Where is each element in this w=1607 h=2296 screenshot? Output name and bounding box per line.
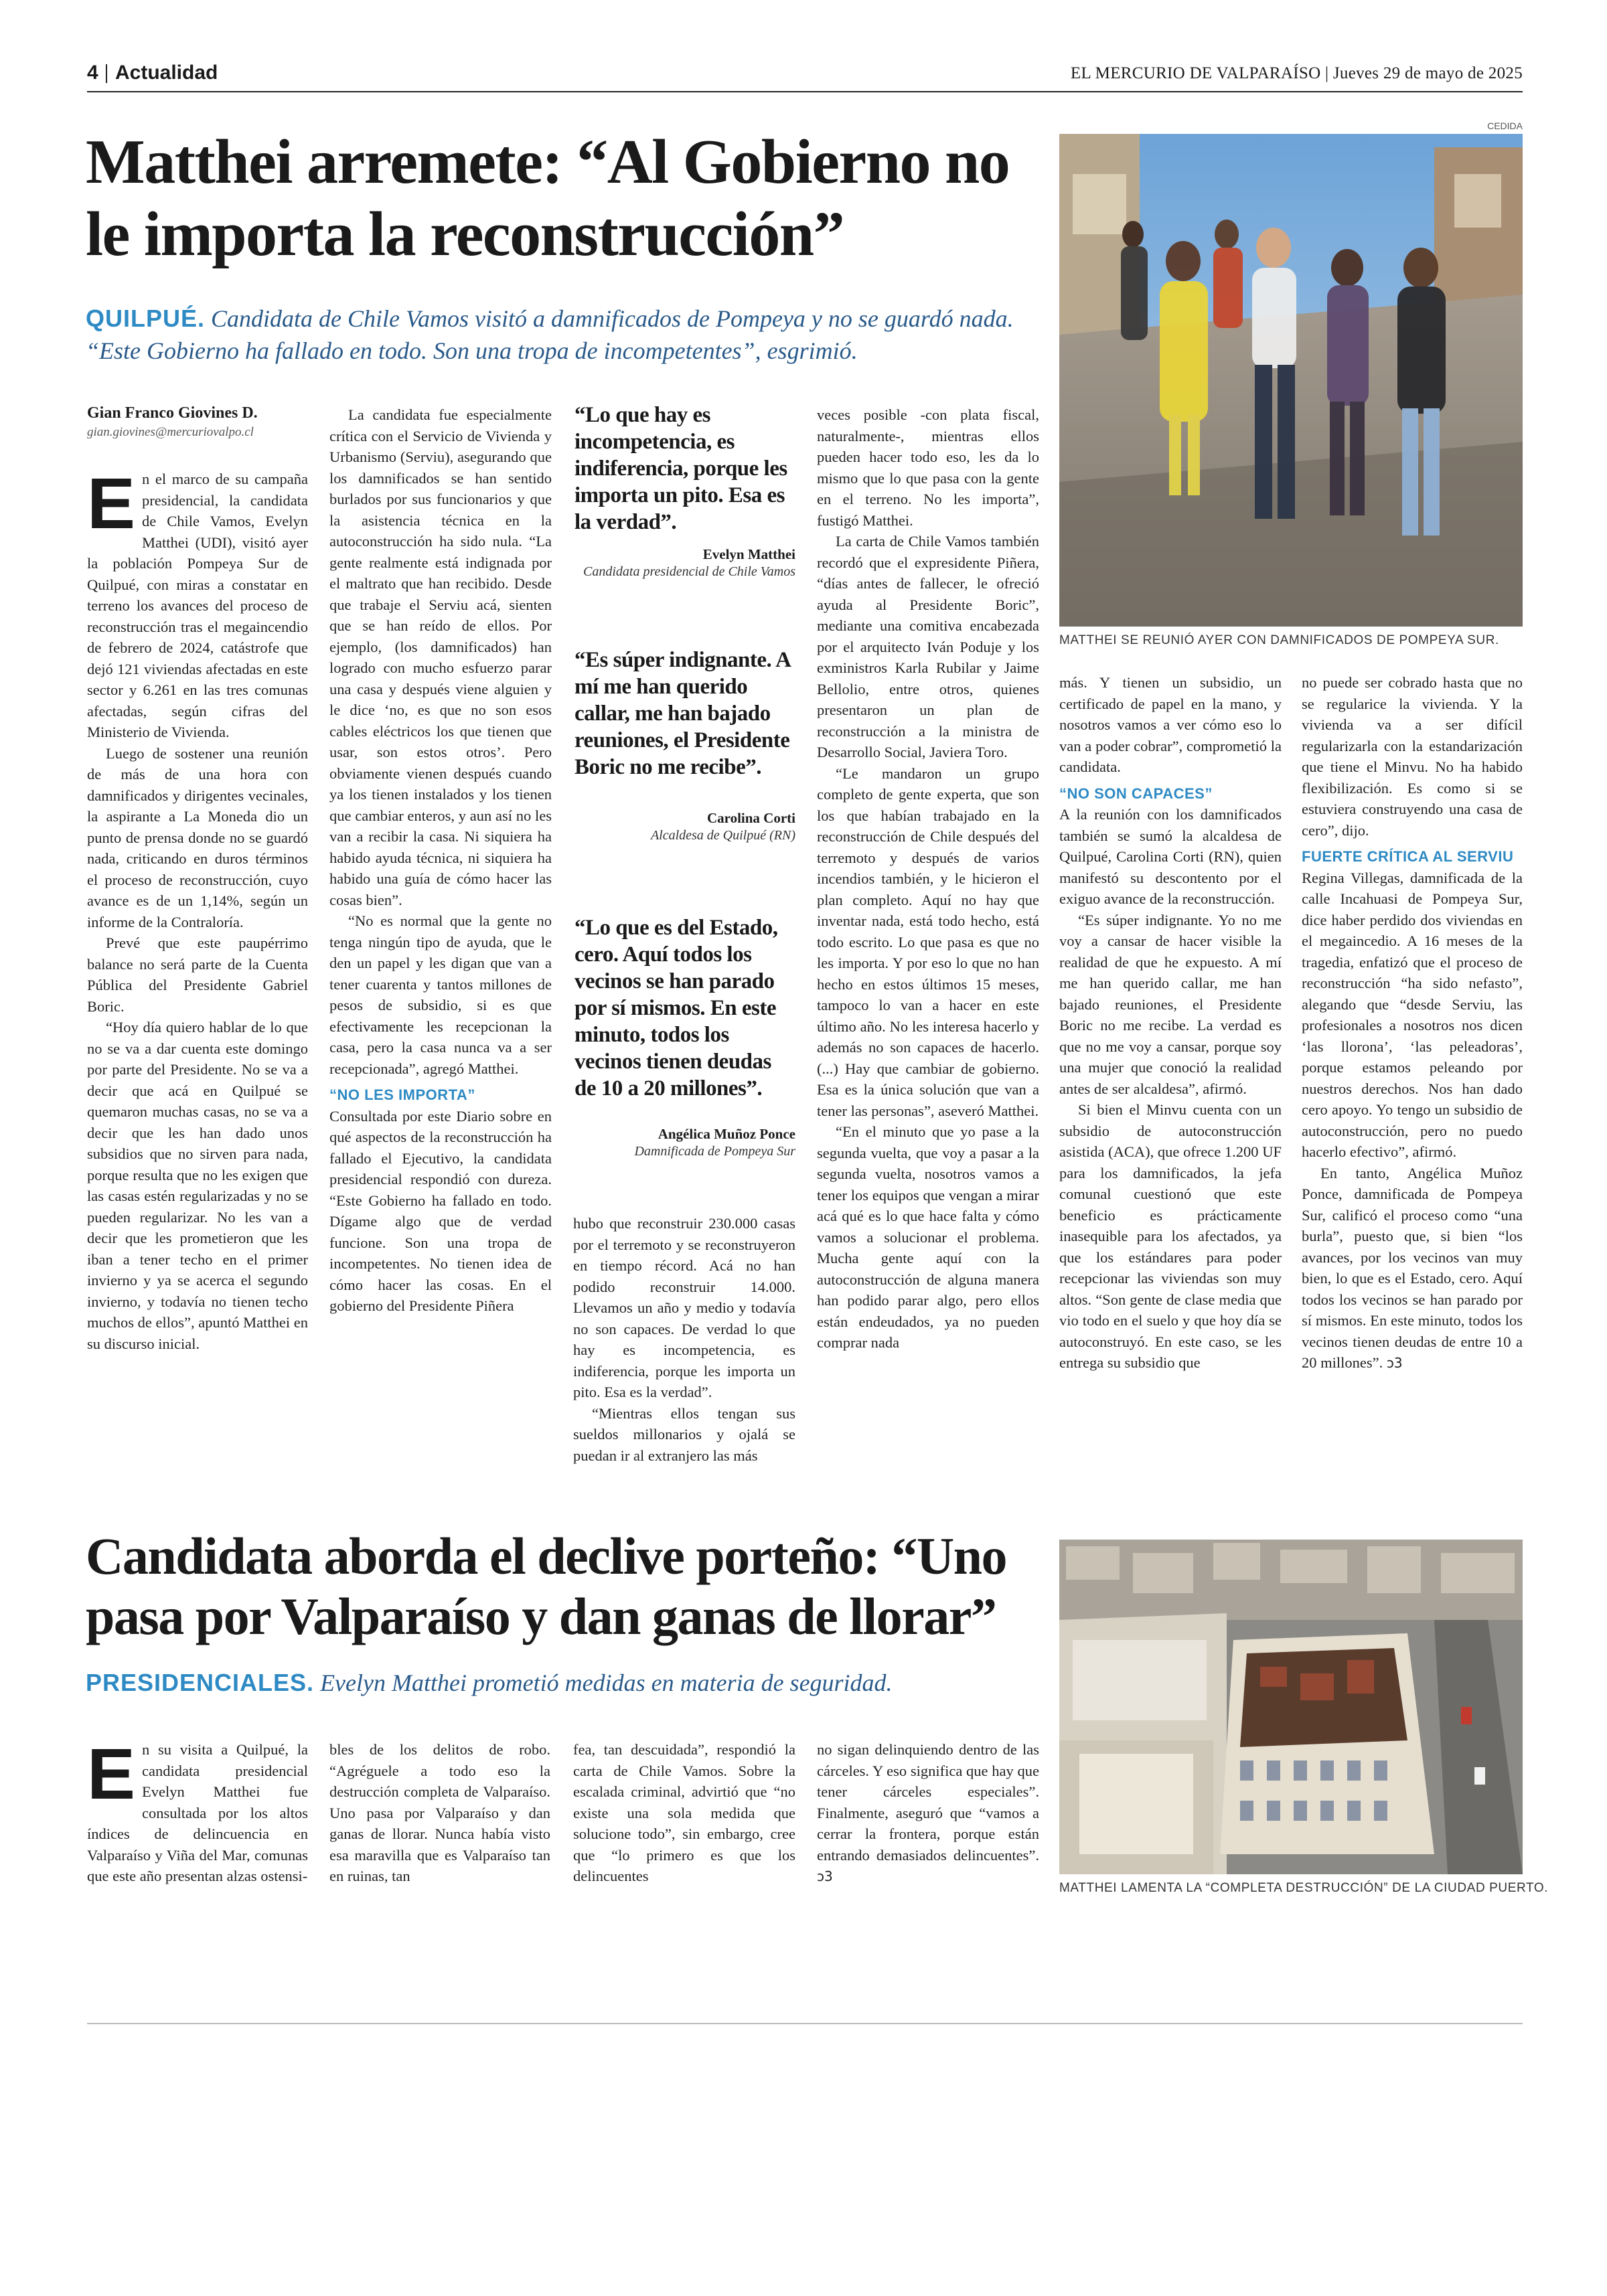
header-separator [106,64,107,83]
article1-deck [86,303,1050,367]
pull-quote-text: “Es súper indignante. A mí me han querido callar, me han bajado reuniones, el Presidente Boric no me recibe”. [575,648,790,779]
paragraph: A la reunión con los damnificados también se sumó la alcaldesa de Quilpué, Carolina Corti (RN), quien manifestó su descontento por el exiguo avance de la reconstrucción. [1059,806,1282,907]
page-header [87,62,1523,94]
paragraph: La candidata fue especialmente crítica con el Servicio de Vivienda y Urbanismo (Serviu), asegurando que los damnificados se han sentido burlados por sus funcionarios y que la asistencia técnica en la autoconstrucción ha sido nula. “La gente realmente está indignada por el maltrato que han recibido. Desde que trabaje el Serviu acá, sienten que se han reído de ellos. Por ejemplo, (los damnificados) han logrado con mucho esfuerzo parar una casa y después viene alguien y le dice ‘no, es que no son esos cables eléctricos los que tienen que usar, son estos otros’. Pero obviamente vienen después cuando ya los tienen instalados y los tienen que cambiar enteros, y aun así no les van a recibir la casa. Ni siquiera ha habido ayuda técnica, ni siquiera ha habido una guía de cómo hacer las cosas bien”. [329,406,552,908]
article1-column-6 [1302,672,1523,1374]
paragraph: “Hoy día quiero hablar de lo que no se va a dar cuenta este domingo por parte del Presidente. No se va a decir que acá en Quilpué se quemaron muchas casas, no se va a decir que les han dado unos subsidios que no sirven para nada, porque resulta que no les exigen que las casas estén regularizadas y no se pueden regularizar. No les van a decir que les prometieron que les iban a tener techo en el primer invierno y ya se acerca el segundo invierno, y todavía no tienen techo muchos de ellos”, apuntó Matthei en su discurso inicial. [87,1019,308,1352]
paragraph: hubo que reconstruir 230.000 casas por el terremoto y se reconstruyeron en tiempo récord. Acá no han podido reconstruir 14.000. Llevamos un año y medio y todavía no son capaces. De verdad lo que hay es incompetencia, es indiferencia, porque les importa un pito. Esa es la verdad”. [573,1215,795,1400]
article1-column-2 [329,404,552,1317]
paragraph: Regina Villegas, damnificada de la calle Incahuasi de Pompeya Sur, dice haber perdido dos viviendas en el megaincedio. A 16 meses de la tragedia, enfatizó que el proceso de reconstrucción “ha sido nefasto”, alegando que “desde Serviu, las profesionales a nosotros nos dicen ‘las llorona’, ‘las peleadoras’, porque estamos peleando por nuestros derechos. Nos han dado cero apoyo. Yo tengo un subsidio de autoconstrucción, pero no puedo hacerlo efectivo”, afirmó. [1302,869,1523,1160]
author-name: Gian Franco Giovines D. [87,404,258,422]
article2-deck-text: Evelyn Matthei prometió medidas en materia de seguridad. [320,1669,893,1696]
paragraph: Si bien el Minvu cuenta con un subsidio de autoconstrucción asistida (ACA), que ofrece 1.200 UF para los damnificados, la jefa comunal cuestionó que este beneficio es prácticamente inasequible para los afectados, ya que los estándares para poder recepcionar las viviendas son muy altos. “Son gente de clase media que vio todo en el suelo y que hoy día se autoconstruyó. En este caso, se les entrega su subsidio que [1059,1101,1282,1371]
paragraph: no puede ser cobrado hasta que no se regularice la vivienda. Y la vivienda va a ser difícil regularizarla con la estandarización que tiene el Minvu. No ha habido flexibilización. Es como si se estuviera construyendo una casa de cero”, dijo. [1302,674,1523,839]
subheading-no-son-capaces: “NO SON CAPACES” [1059,785,1213,802]
end-of-article-mark: ↄ3 [1386,1355,1403,1371]
paragraph [1302,1163,1523,1374]
article1-deck-text: Candidata de Chile Vamos visitó a damnificados de Pompeya y no se guardó nada. “Este Gobierno ha fallado en todo. Son una tropa de incompetentes”, esgrimió. [86,305,1014,364]
author-email: gian.giovines@mercuriovalpo.cl [87,425,254,439]
paragraph: fea, tan descuidada”, respondió la carta de Chile Vamos. Sobre la escalada criminal, advirtió que “no existe una sola medida que solucione todo”, sin embargo, cree que “lo primero es que los delincuentes [573,1741,795,1884]
pull-quote [575,647,795,845]
page-number: 4 [87,62,98,84]
pull-quote-role: Candidata presidencial de Chile Vamos [583,564,795,579]
article2-column-2 [329,1739,550,1887]
dropcap: E [87,463,136,544]
paragraph: “Le mandaron un grupo completo de gente experta, que son los que habían trabajado en la reconstrucción de Chile después del terremoto y después de varios incendios también, y le hicieron el plan completo. Aquí no hay que inventar nada, está todo hecho, está todo escrito. Lo que pasa es que no les importa. Y por eso lo que no han hecho en estos últimos 15 meses, tampoco lo van a hacer en este último año. No les interesa hacerlo y además no son capaces de hacerlo. (...) Hay que cambiar de gobierno. Esa es la única solución que van a tener las personas”, aseveró Matthei. [817,764,1039,1119]
issue-date: Jueves 29 de mayo de 2025 [1332,64,1523,82]
article2-headline: Candidata aborda el declive porteño: “Uno pasa por Valparaíso y dan ganas de llorar” [86,1527,1007,1645]
article1-photo [1059,134,1523,627]
pull-quote-text: “Lo que es del Estado, cero. Aquí todos los vecinos se han parado por sí mismos. En este minuto, todos los vecinos tienen deudas de 10 a 20 millones”. [575,916,778,1100]
article1-column-3 [573,1213,795,1466]
article1-photo-caption: MATTHEI SE REUNIÓ AYER CON DAMNIFICADOS DE POMPEYA SUR. [1059,633,1499,647]
subheading-fuerte-critica: FUERTE CRÍTICA AL SERVIU [1302,848,1514,865]
paragraph: “En el minuto que yo pase a la segunda vuelta, que voy a pasar a la segunda vuelta, nosotros vamos a tener los equipos que vengan a mirar acá qué es lo que hace falta y cómo vamos a solucionar el problema. Mucha gente aquí con la autoconstrucción de alguna manera han podido parar algo, pero ellos están endeudados, ya no pueden comprar nada [817,1123,1039,1351]
pull-quote [575,402,795,581]
article1-column-5 [1059,672,1282,1374]
photo-credit: CEDIDA [1487,120,1523,131]
section-name: Actualidad [115,62,218,84]
paragraph: “No es normal que la gente no tenga ningún tipo de ayuda, que le den un papel y les digan que van a tener cuarenta y tantos millones de pesos de subsidio, si es que efectivamente les recepcionan la casa, pero la casa nunca va a ser recepcionada”, agregó Matthei. [329,912,552,1077]
paragraph-text: no sigan delinquiendo dentro de las cárceles. Y eso significa que hay que tener cárceles especiales”. Finalmente, aseguró que “vamos a cerrar la frontera, porque están entrando demasiados delincuentes”. [817,1741,1039,1864]
paragraph [817,1739,1039,1888]
article2-photo [1059,1540,1523,1874]
paragraph-text: En tanto, Angélica Muñoz Ponce, damnificada de Pompeya Sur, calificó el proceso como “una burla”, puesto que, si bien “los avances, por los vecinos van muy bien, lo que es el Estado, cero. Aquí todos los vecinos se han parado por sí mismos. En este minuto, todos los vecinos tienen deudas de entre 10 a 20 millones”. [1302,1164,1523,1371]
newspaper-dateline: EL MERCURIO DE VALPARAÍSO | Jueves 29 de mayo de 2025 [1070,64,1523,82]
paragraph: La carta de Chile Vamos también recordó que el expresidente Piñera, “días antes de fallecer, le ofreció ayuda al Presidente Boric”, mediante una comitiva encabezada por el arquitecto Iván Poduje y los exministros Karla Rubilar y Jaime Bellolio, entre otros, quienes presentaron un plan de reconstrucción a la ministra de Desarrollo Social, Javiera Toro. [817,533,1039,760]
paragraph: “Es súper indignante. Yo no me voy a cansar de hacer visible la realidad de que he expuesto. A mí me han querido callar, me han bajado reuniones, el Presidente Boric no me recibe. La verdad es que no me voy a cansar, porque soy una mujer que conoció la realidad antes de ser alcaldesa”, afirmó. [1059,911,1282,1097]
article1-kicker: QUILPUÉ. [86,305,206,332]
paragraph: Prevé que este paupérrimo balance no será parte de la Cuenta Pública del Presidente Gabriel Boric. [87,934,308,1015]
newspaper-name: EL MERCURIO DE VALPARAÍSO [1070,64,1321,82]
subheading-no-les-importa: “NO LES IMPORTA” [329,1086,475,1103]
pull-quote-author: Evelyn Matthei [702,546,795,562]
paragraph: n el marco de su campaña presidencial, la candidata de Chile Vamos, Evelyn Matthei (UDI), visitó ayer la población Pompeya Sur de Quilpué, con miras a constatar en terreno los avances del proceso de reconstrucción tras el megaincendio de febrero de 2024, catástrofe que dejó 121 viviendas afectadas en este sector y 6.261 en las tres comunas afectadas, según cifras del Ministerio de Vivienda. [87,471,308,740]
article1-byline [87,404,301,440]
paragraph: “Mientras ellos tengan sus sueldos millonarios y ojalá se puedan ir al extranjero las más [573,1404,795,1464]
dropcap: E [87,1733,136,1814]
paragraph: Luego de sostener una reunión de más de una hora con damnificados y dirigentes vecinales, la aspirante a La Moneda dio un punto de prensa donde no se guardó nada, criticando en duros términos el proceso de reconstrucción, cuyo avance es de un 1,14%, según un informe de la Contraloría. [87,744,308,930]
article2-deck [86,1667,1050,1699]
article2-photo-caption: MATTHEI LAMENTA LA “COMPLETA DESTRUCCIÓN” DE LA CIUDAD PUERTO. [1059,1881,1549,1895]
pull-quote-role: Damnificada de Pompeya Sur [634,1144,795,1159]
article2-column-1 [87,1733,308,1887]
paragraph: bles de los delitos de robo. “Agréguele a todo eso la destrucción completa de Valparaíso. Uno pasa por Valparaíso y dan ganas de llorar. Nunca había visto esa maravilla que es Valparaíso tan en ruinas, tan [329,1741,550,1884]
paragraph: más. Y tienen un subsidio, un certificado de papel en la mano, y nosotros vamos a ver cómo eso lo van a poder cobrar”, comprometió la candidata. [1059,674,1282,775]
bottom-rule [87,2023,1523,2024]
pull-quote [575,914,795,1161]
article2-column-4 [817,1739,1039,1888]
paragraph: veces posible -con plata fiscal, naturalmente-, mientras ellos pueden hacer todo eso, les da lo mismo que lo que pasa con la gente en el terreno. No les importa”, fustigó Matthei. [817,406,1039,529]
pull-quote-text: “Lo que hay es incompetencia, es indiferencia, porque les importa un pito. Esa es la verdad”. [575,403,787,534]
photo-people-walking [1059,134,1523,627]
pull-quote-author: Angélica Muñoz Ponce [658,1126,795,1142]
pull-quote-author: Carolina Corti [706,810,795,826]
article1-column-4 [817,404,1039,1354]
paragraph: n su visita a Quilpué, la candidata presidencial Evelyn Matthei fue consultada por los altos índices de delincuencia en Valparaíso y Viña del Mar, comunas que este año presentan alzas ostensi- [87,1741,308,1884]
pull-quote-role: Alcaldesa de Quilpué (RN) [650,828,795,843]
header-rule [87,91,1523,92]
article2-column-3 [573,1739,795,1887]
article2-kicker: PRESIDENCIALES. [86,1669,315,1696]
article1-column-1 [87,463,308,1354]
article1-headline: Matthei arremete: “Al Gobierno no le importa la reconstrucción” [86,127,1010,269]
photo-valparaiso-aerial [1059,1540,1523,1874]
paragraph: Consultada por este Diario sobre en qué aspectos de la reconstrucción ha fallado el Ejecutivo, la candidata presidencial respondió con dureza. “Este Gobierno ha fallado en todo. Dígame algo que de verdad funcione. Son una tropa de incompetentes. No tienen idea de cómo hacer las cosas. En el gobierno del Presidente Piñera [329,1107,552,1314]
end-of-article-mark: ↄ3 [817,1868,833,1884]
